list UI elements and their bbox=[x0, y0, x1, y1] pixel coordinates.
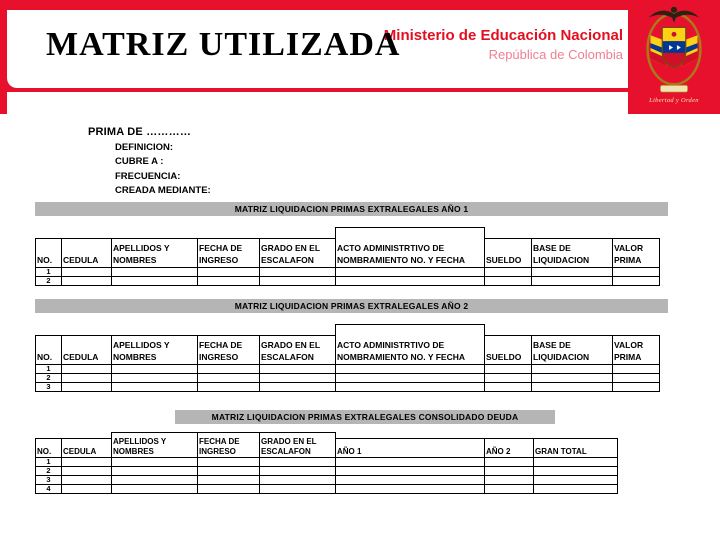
column-header: FECHA DE INGRESO bbox=[197, 432, 260, 458]
empty-cell bbox=[259, 484, 336, 494]
table-caption-bar: MATRIZ LIQUIDACION PRIMAS EXTRALEGALES AÑO 2 bbox=[35, 299, 668, 313]
column-header: APELLIDOS Y NOMBRES bbox=[111, 238, 198, 268]
empty-cell bbox=[111, 382, 198, 392]
empty-cell bbox=[335, 382, 485, 392]
table-row bbox=[35, 484, 618, 494]
slide-title: MATRIZ UTILIZADA bbox=[46, 26, 401, 63]
empty-cell bbox=[197, 276, 260, 286]
column-header: NO. bbox=[35, 238, 62, 268]
colombia-coat-of-arms-icon bbox=[642, 2, 706, 96]
row-number-cell: 2 bbox=[35, 276, 62, 286]
table-header-row bbox=[35, 324, 660, 365]
prima-title: PRIMA DE ………… bbox=[88, 126, 192, 138]
column-header: GRAN TOTAL bbox=[533, 438, 618, 458]
table-caption-bar: MATRIZ LIQUIDACION PRIMAS EXTRALEGALES AÑO 1 bbox=[35, 202, 668, 216]
column-header: CEDULA bbox=[61, 335, 112, 365]
empty-cell bbox=[259, 382, 336, 392]
empty-cell bbox=[335, 484, 485, 494]
empty-cell bbox=[61, 382, 112, 392]
column-header: GRADO EN EL ESCALAFON bbox=[259, 238, 336, 268]
column-header: SUELDO bbox=[484, 335, 532, 365]
empty-cell bbox=[533, 484, 618, 494]
table-primas-ano2 bbox=[35, 324, 660, 392]
empty-cell bbox=[197, 382, 260, 392]
empty-cell bbox=[531, 276, 613, 286]
column-header: AÑO 2 bbox=[484, 438, 534, 458]
column-header: GRADO EN EL ESCALAFON bbox=[259, 432, 336, 458]
table-row bbox=[35, 276, 660, 286]
empty-cell bbox=[335, 276, 485, 286]
row-number-cell: 3 bbox=[35, 382, 62, 392]
table-header-row bbox=[35, 432, 618, 458]
column-header: NO. bbox=[35, 438, 62, 458]
table-consolidado-deuda bbox=[35, 432, 618, 494]
column-header: BASE DE LIQUIDACION bbox=[531, 238, 613, 268]
empty-cell bbox=[484, 382, 532, 392]
empty-cell bbox=[612, 382, 660, 392]
crest-motto: Libertad y Orden bbox=[649, 97, 699, 104]
column-header: VALOR PRIMA bbox=[612, 238, 660, 268]
prima-field: FRECUENCIA: bbox=[115, 170, 181, 182]
table-header-row bbox=[35, 227, 660, 268]
table-caption-bar: MATRIZ LIQUIDACION PRIMAS EXTRALEGALES CONSOLIDADO DEUDA bbox=[175, 410, 555, 424]
empty-cell bbox=[259, 276, 336, 286]
ministry-name: Ministerio de Educación Nacional bbox=[383, 27, 623, 44]
column-header: FECHA DE INGRESO bbox=[197, 335, 260, 365]
table-row bbox=[35, 382, 660, 392]
empty-cell bbox=[531, 382, 613, 392]
column-header: CEDULA bbox=[61, 438, 112, 458]
column-header: FECHA DE INGRESO bbox=[197, 238, 260, 268]
row-number-cell: 1 bbox=[35, 267, 62, 277]
ministry-country: República de Colombia bbox=[488, 47, 623, 62]
empty-cell bbox=[484, 484, 534, 494]
column-header: AÑO 1 bbox=[335, 438, 485, 458]
prima-field: CREADA MEDIANTE: bbox=[115, 185, 211, 196]
empty-cell bbox=[111, 484, 198, 494]
column-header: GRADO EN EL ESCALAFON bbox=[259, 335, 336, 365]
row-number-cell: 2 bbox=[35, 466, 62, 476]
column-header: APELLIDOS Y NOMBRES bbox=[111, 432, 198, 458]
row-number-cell: 4 bbox=[35, 484, 62, 494]
empty-cell bbox=[197, 484, 260, 494]
empty-cell bbox=[484, 276, 532, 286]
column-header: CEDULA bbox=[61, 238, 112, 268]
empty-cell bbox=[612, 276, 660, 286]
row-number-cell: 2 bbox=[35, 373, 62, 383]
prima-section bbox=[88, 126, 211, 196]
column-header: VALOR PRIMA bbox=[612, 335, 660, 365]
column-header: ACTO ADMINISTRTIVO DE NOMBRAMIENTO NO. Y FECHA bbox=[335, 227, 485, 268]
column-header: ACTO ADMINISTRTIVO DE NOMBRAMIENTO NO. Y FECHA bbox=[335, 324, 485, 365]
empty-cell bbox=[61, 276, 112, 286]
prima-field: DEFINICION: bbox=[115, 141, 174, 153]
column-header: BASE DE LIQUIDACION bbox=[531, 335, 613, 365]
row-number-cell: 1 bbox=[35, 364, 62, 374]
banner-right-block bbox=[628, 0, 720, 114]
row-number-cell: 3 bbox=[35, 475, 62, 485]
row-number-cell: 1 bbox=[35, 457, 62, 467]
table-primas-ano1 bbox=[35, 227, 660, 286]
column-header: APELLIDOS Y NOMBRES bbox=[111, 335, 198, 365]
prima-field: CUBRE A : bbox=[115, 156, 164, 167]
empty-cell bbox=[111, 276, 198, 286]
banner-left-strip bbox=[0, 0, 7, 114]
empty-cell bbox=[61, 484, 112, 494]
ministry-header bbox=[384, 27, 623, 62]
column-header: NO. bbox=[35, 335, 62, 365]
column-header: SUELDO bbox=[484, 238, 532, 268]
